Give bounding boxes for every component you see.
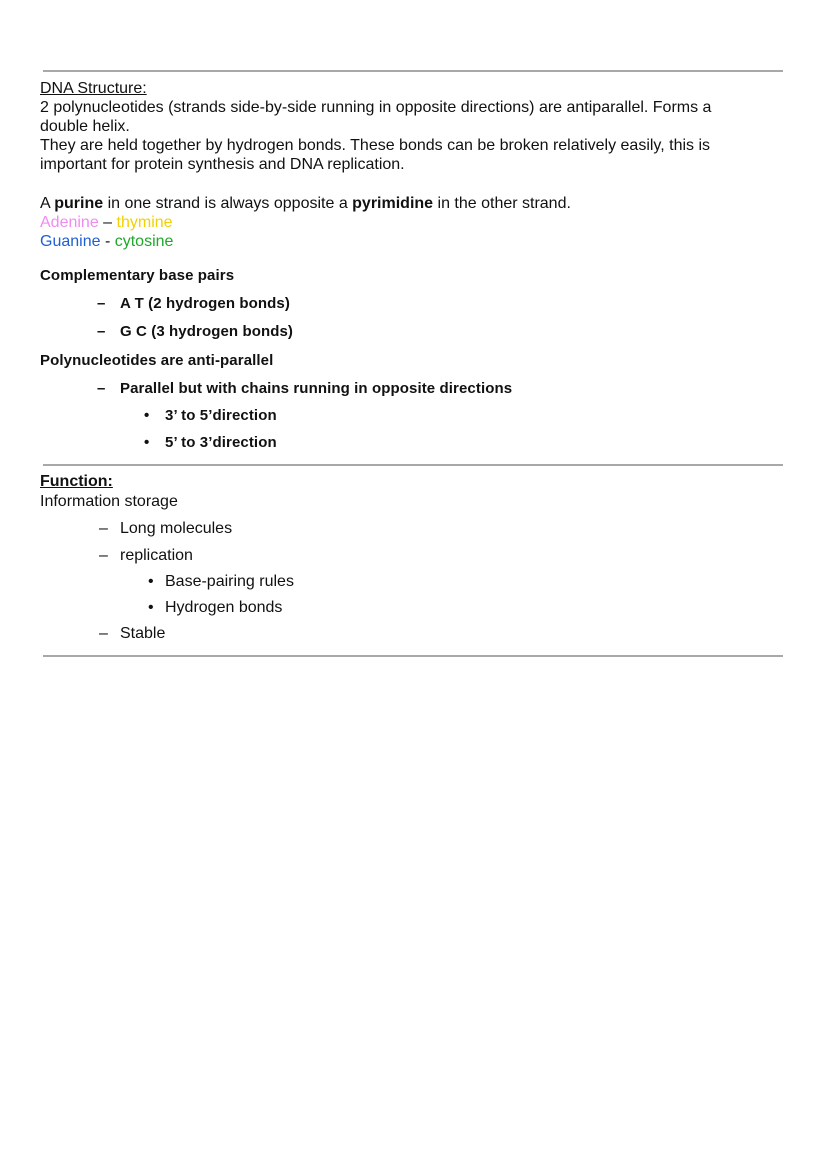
separator: - — [100, 233, 115, 250]
section-heading-structure: DNA Structure: — [40, 80, 147, 97]
pyrimidine-term: pyrimidine — [352, 195, 434, 212]
bullet-marker: • — [144, 407, 150, 424]
complementary-heading: Complementary base pairs — [40, 267, 235, 284]
thymine: thymine — [116, 214, 173, 231]
divider — [43, 655, 783, 657]
divider — [43, 70, 783, 72]
section-heading-function: Function: — [40, 473, 113, 490]
purine-term: purine — [54, 195, 104, 212]
function-intro: Information storage — [40, 493, 178, 510]
text: A — [40, 195, 55, 212]
list-item: G C (3 hydrogen bonds) — [120, 323, 294, 340]
list-item: 3’ to 5’direction — [165, 407, 277, 424]
bullet-marker: • — [148, 599, 154, 616]
separator: – — [98, 214, 117, 231]
antiparallel-heading: Polynucleotides are anti-parallel — [40, 352, 274, 369]
bullet-marker: • — [148, 573, 154, 590]
paragraph-line: important for protein synthesis and DNA replication. — [40, 156, 405, 173]
base-pair-gc — [40, 232, 173, 251]
dash-marker: – — [97, 295, 106, 312]
dash-marker: – — [97, 380, 106, 397]
purine-sentence — [40, 194, 571, 213]
dash-marker: – — [99, 520, 108, 537]
base-pair-at — [40, 213, 173, 232]
list-item: Hydrogen bonds — [165, 599, 283, 616]
list-item: replication — [120, 547, 193, 564]
list-item: Base-pairing rules — [165, 573, 294, 590]
list-item: Long molecules — [120, 520, 233, 537]
list-item: 5’ to 3’direction — [165, 434, 277, 451]
cytosine: cytosine — [114, 233, 174, 250]
adenine: Adenine — [40, 214, 99, 231]
paragraph-line: double helix. — [40, 118, 130, 135]
list-item: Stable — [120, 625, 166, 642]
guanine: Guanine — [40, 233, 101, 250]
text: in the other strand. — [433, 195, 571, 212]
bullet-marker: • — [144, 434, 150, 451]
paragraph-line: 2 polynucleotides (strands side-by-side running in opposite directions) are antiparallel. Forms a — [40, 99, 712, 116]
dash-marker: – — [97, 323, 106, 340]
paragraph-line: They are held together by hydrogen bonds. These bonds can be broken relatively easily, this is — [40, 137, 711, 154]
divider — [43, 464, 783, 466]
dash-marker: – — [99, 625, 108, 642]
text: in one strand is always opposite a — [103, 195, 353, 212]
dash-marker: – — [99, 547, 108, 564]
list-item: Parallel but with chains running in opposite directions — [120, 380, 513, 397]
list-item: A T (2 hydrogen bonds) — [120, 295, 290, 312]
